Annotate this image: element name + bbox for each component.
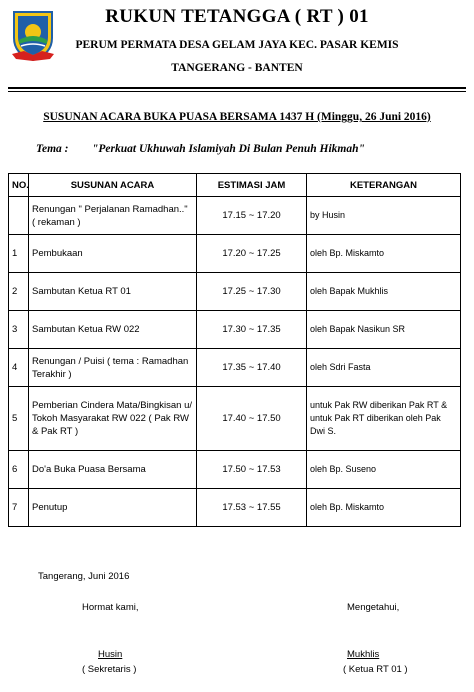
cell-jam: 17.35 ~ 17.40 (197, 349, 307, 387)
cell-acara: Sambutan Ketua RW 022 (29, 311, 197, 349)
cell-keterangan: oleh Bapak Nasikun SR (307, 311, 461, 349)
letterhead-rule-thin (8, 91, 466, 92)
table-row (9, 235, 461, 273)
cell-no: 7 (9, 489, 29, 527)
signatory-role-right: ( Ketua RT 01 ) (343, 664, 408, 675)
letterhead-region: TANGERANG - BANTEN (171, 62, 303, 74)
cell-keterangan: oleh Bp. Suseno (307, 451, 461, 489)
agenda-table (8, 173, 461, 527)
signatory-name-left: Husin (98, 649, 123, 660)
signatory-role-left: ( Sekretaris ) (82, 664, 137, 675)
signatory-name-right: Mukhlis (347, 649, 380, 660)
table-row (9, 197, 461, 235)
table-row (9, 387, 461, 451)
cell-no: 3 (9, 311, 29, 349)
document-heading: SUSUNAN ACARA BUKA PUASA BERSAMA 1437 H (Minggu, 26 Juni 2016) (43, 111, 431, 123)
cell-acara: Renungan / Puisi ( tema : Ramadhan Terakhir ) (29, 349, 197, 387)
cell-no: 1 (9, 235, 29, 273)
cell-keterangan: untuk Pak RW diberikan Pak RT & untuk Pak RT diberikan oleh Pak Dwi S. (307, 387, 461, 451)
cell-acara: Renungan " Perjalanan Ramadhan.." ( rekaman ) (29, 197, 197, 235)
cell-no: 4 (9, 349, 29, 387)
greeting-left: Hormat kami, (82, 602, 139, 613)
cell-jam: 17.53 ~ 17.55 (197, 489, 307, 527)
cell-acara: Pemberian Cindera Mata/Bingkisan u/ Tokoh Masyarakat RW 022 ( Pak RW & Pak RT ) (29, 387, 197, 451)
letterhead-address: PERUM PERMATA DESA GELAM JAYA KEC. PASAR KEMIS (75, 39, 399, 51)
letterhead-rule-thick (8, 87, 466, 89)
column-header-no: NO. (9, 174, 29, 197)
cell-acara: Penutup (29, 489, 197, 527)
cell-jam: 17.15 ~ 17.20 (197, 197, 307, 235)
cell-jam: 17.40 ~ 17.50 (197, 387, 307, 451)
table-row (9, 489, 461, 527)
cell-jam: 17.25 ~ 17.30 (197, 273, 307, 311)
cell-no (9, 197, 29, 235)
cell-keterangan: by Husin (307, 197, 461, 235)
cell-no: 6 (9, 451, 29, 489)
cell-keterangan: oleh Bp. Miskamto (307, 489, 461, 527)
cell-acara: Do'a Buka Puasa Bersama (29, 451, 197, 489)
greeting-right: Mengetahui, (347, 602, 400, 613)
cell-jam: 17.50 ~ 17.53 (197, 451, 307, 489)
table-row (9, 311, 461, 349)
table-header-row (9, 174, 461, 197)
cell-jam: 17.30 ~ 17.35 (197, 311, 307, 349)
cell-keterangan: oleh Sdri Fasta (307, 349, 461, 387)
cell-keterangan: oleh Bapak Mukhlis (307, 273, 461, 311)
table-row (9, 451, 461, 489)
theme-text: "Perkuat Ukhuwah Islamiyah Di Bulan Penuh Hikmah" (92, 143, 365, 155)
column-header-jam: ESTIMASI JAM (197, 174, 307, 197)
cell-jam: 17.20 ~ 17.25 (197, 235, 307, 273)
cell-acara: Pembukaan (29, 235, 197, 273)
place-date: Tangerang, Juni 2016 (38, 571, 130, 582)
cell-no: 2 (9, 273, 29, 311)
theme-label: Tema : (36, 143, 69, 155)
cell-acara: Sambutan Ketua RT 01 (29, 273, 197, 311)
table-row (9, 273, 461, 311)
cell-no: 5 (9, 387, 29, 451)
column-header-acara: SUSUNAN ACARA (29, 174, 197, 197)
table-row (9, 349, 461, 387)
letterhead-title: RUKUN TETANGGA ( RT ) 01 (105, 6, 369, 27)
cell-keterangan: oleh Bp. Miskamto (307, 235, 461, 273)
column-header-keterangan: KETERANGAN (307, 174, 461, 197)
